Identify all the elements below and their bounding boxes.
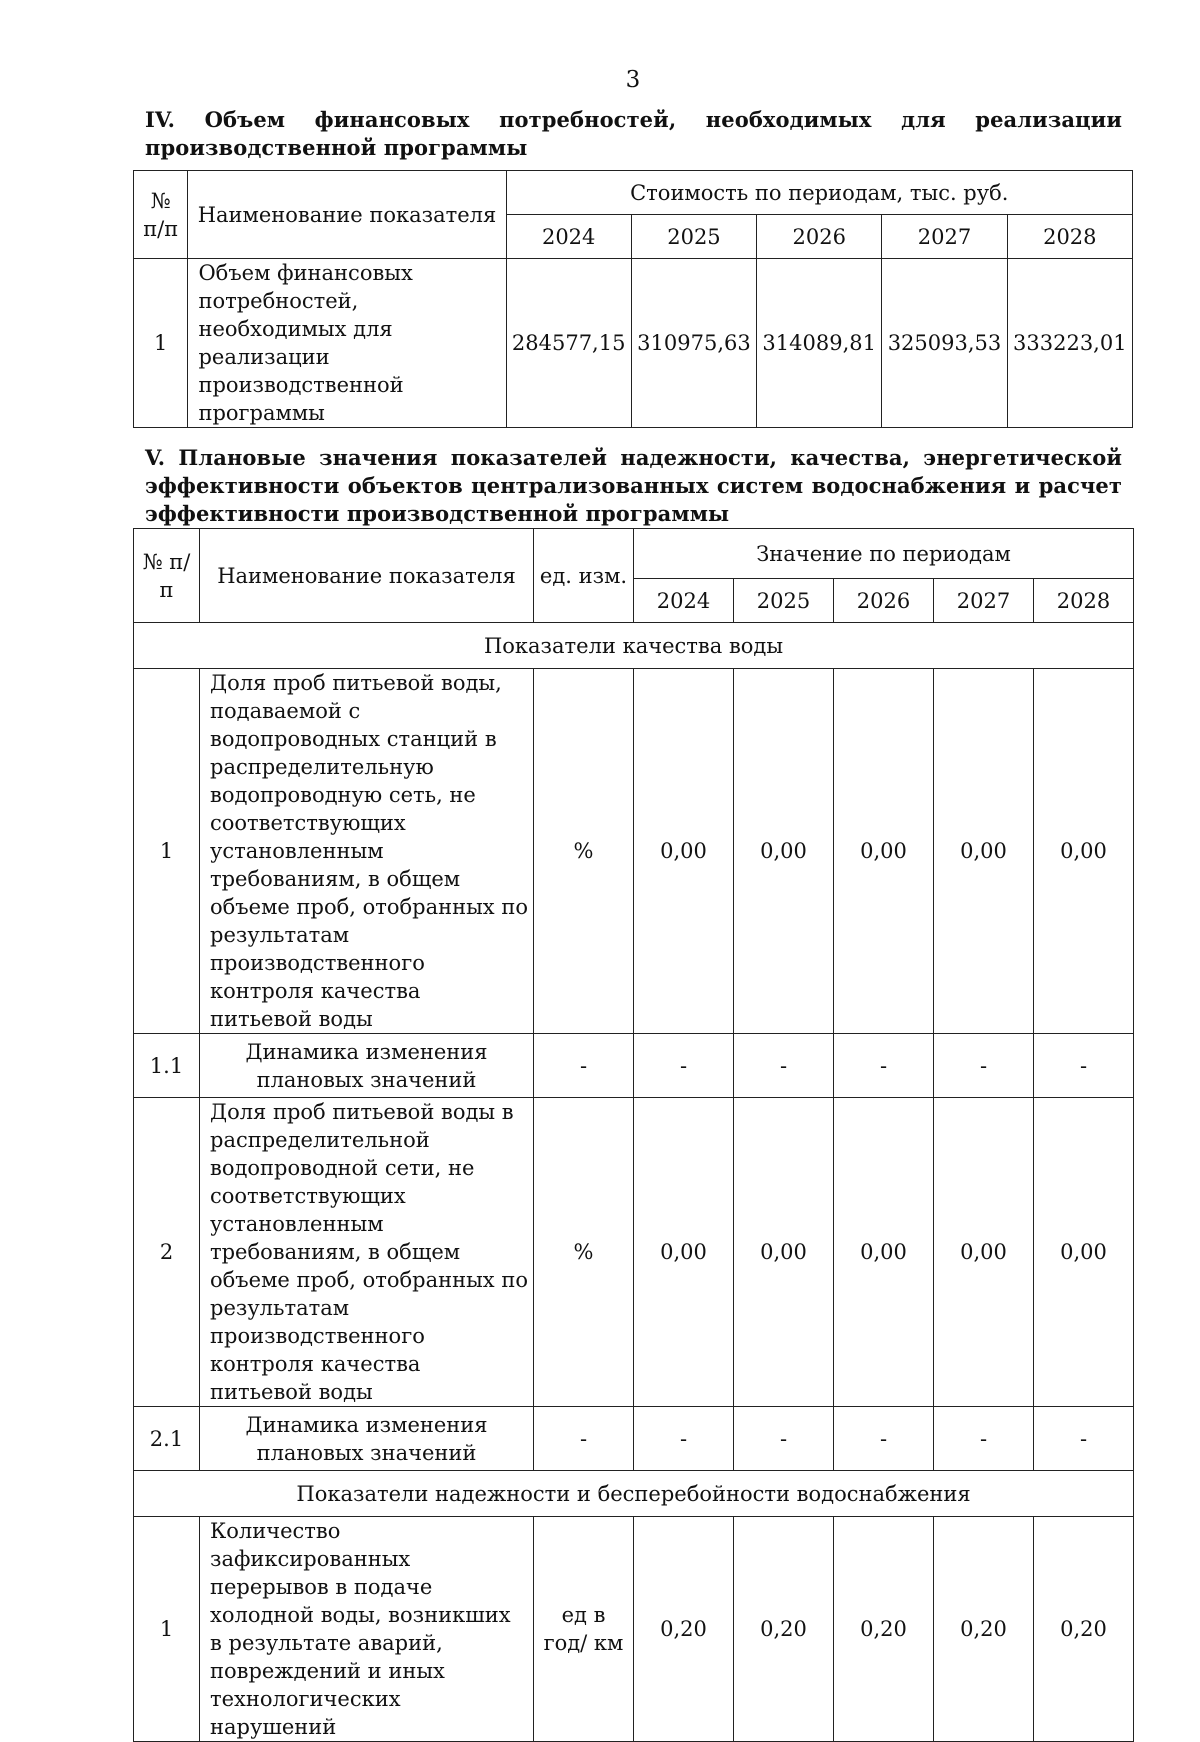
- row-num: 1: [134, 669, 200, 1034]
- indicators-table: [133, 528, 1134, 1742]
- row-value: -: [1034, 1407, 1134, 1471]
- row-value: 0,00: [934, 669, 1034, 1034]
- row-value: -: [1034, 1034, 1134, 1098]
- header-year: 2026: [834, 579, 934, 623]
- row-value: -: [934, 1034, 1034, 1098]
- row-num: 1: [134, 259, 188, 428]
- row-name: Количество зафиксированных перерывов в подаче холодной воды, возникших в результате аварий, повреждений и иных технологических нарушений: [200, 1517, 534, 1742]
- header-year: 2027: [934, 579, 1034, 623]
- header-year: 2028: [1007, 215, 1132, 259]
- table-row: [134, 1098, 1134, 1407]
- row-num: 1: [134, 1517, 200, 1742]
- header-name: Наименование показателя: [188, 171, 506, 259]
- table-row: [134, 669, 1134, 1034]
- row-value: 284577,15: [506, 259, 631, 428]
- row-name: Динамика изменения плановых значений: [200, 1407, 534, 1471]
- financial-needs-table: [133, 170, 1133, 428]
- header-name: Наименование показателя: [200, 529, 534, 623]
- table-row: [134, 1517, 1134, 1742]
- row-name: Объем финансовых потребностей, необходимых для реализации производственной программы: [188, 259, 506, 428]
- header-num: № п/п: [134, 529, 200, 623]
- row-value: 0,00: [634, 1098, 734, 1407]
- row-unit: %: [534, 669, 634, 1034]
- header-year: 2025: [734, 579, 834, 623]
- table-header-row: [134, 529, 1134, 579]
- row-value: 0,00: [634, 669, 734, 1034]
- header-year: 2025: [631, 215, 756, 259]
- row-value: 314089,81: [757, 259, 882, 428]
- group-row: [134, 623, 1134, 669]
- row-unit: -: [534, 1034, 634, 1098]
- row-value: -: [634, 1407, 734, 1471]
- row-value: 0,20: [634, 1517, 734, 1742]
- row-unit: -: [534, 1407, 634, 1471]
- row-name: Доля проб питьевой воды, подаваемой с водопроводных станций в распределительную водопроводную сеть, не соответствующих установленным требованиям, в общем объеме проб, отобранных по результатам производственного контроля качества питьевой воды: [200, 669, 534, 1034]
- row-value: 0,00: [834, 1098, 934, 1407]
- row-value: 0,00: [834, 669, 934, 1034]
- row-value: -: [834, 1407, 934, 1471]
- header-value: Значение по периодам: [634, 529, 1134, 579]
- row-value: 0,20: [734, 1517, 834, 1742]
- row-value: -: [634, 1034, 734, 1098]
- group-title-reliability: Показатели надежности и бесперебойности водоснабжения: [134, 1471, 1134, 1517]
- row-name: Доля проб питьевой воды в распределительной водопроводной сети, не соответствующих установленным требованиям, в общем объеме проб, отобранных по результатам производственного контроля качества питьевой воды: [200, 1098, 534, 1407]
- row-unit: ед в год/ км: [534, 1517, 634, 1742]
- header-unit: ед. изм.: [534, 529, 634, 623]
- section-4-title: IV. Объем финансовых потребностей, необходимых для реализации производственной программы: [145, 107, 1122, 160]
- row-name: Динамика изменения плановых значений: [200, 1034, 534, 1098]
- header-year: 2027: [882, 215, 1007, 259]
- table-row: [134, 1034, 1134, 1098]
- section-5-title: V. Плановые значения показателей надежности, качества, энергетической эффективности объектов централизованных систем водоснабжения и расчет эффективности производственной программы: [145, 445, 1122, 526]
- table-header-row: [134, 171, 1133, 215]
- row-value: -: [734, 1034, 834, 1098]
- header-cost: Стоимость по периодам, тыс. руб.: [506, 171, 1132, 215]
- row-value: 0,20: [834, 1517, 934, 1742]
- row-num: 2: [134, 1098, 200, 1407]
- row-num: 1.1: [134, 1034, 200, 1098]
- row-value: 310975,63: [631, 259, 756, 428]
- header-year: 2026: [757, 215, 882, 259]
- header-year: 2024: [506, 215, 631, 259]
- header-year: 2028: [1034, 579, 1134, 623]
- row-value: 333223,01: [1007, 259, 1132, 428]
- row-value: -: [834, 1034, 934, 1098]
- row-value: 0,20: [1034, 1517, 1134, 1742]
- header-year: 2024: [634, 579, 734, 623]
- row-value: 0,00: [734, 1098, 834, 1407]
- row-value: 0,00: [934, 1098, 1034, 1407]
- row-value: 0,00: [1034, 1098, 1134, 1407]
- group-title-quality: Показатели качества воды: [134, 623, 1134, 669]
- table-row: [134, 259, 1133, 428]
- row-num: 2.1: [134, 1407, 200, 1471]
- table-row: [134, 1407, 1134, 1471]
- row-value: 0,20: [934, 1517, 1034, 1742]
- group-row: [134, 1471, 1134, 1517]
- row-value: 325093,53: [882, 259, 1007, 428]
- header-num: № п/п: [134, 171, 188, 259]
- row-value: 0,00: [734, 669, 834, 1034]
- page-number: 3: [625, 67, 641, 93]
- row-value: -: [934, 1407, 1034, 1471]
- row-unit: %: [534, 1098, 634, 1407]
- row-value: -: [734, 1407, 834, 1471]
- row-value: 0,00: [1034, 669, 1134, 1034]
